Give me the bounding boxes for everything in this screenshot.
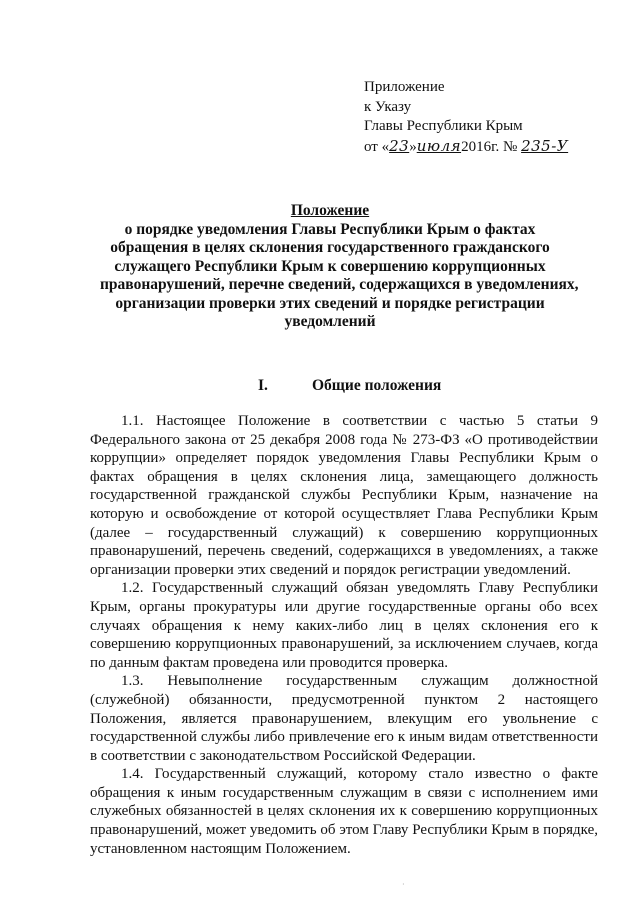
paragraph-1-2: 1.2. Государственный служащий обязан уведомлять Главу Республики Крым, органы прокуратуры или другие государственные органы обо всех случаях обращения к нему каких-либо лиц в целях склонения его к совершению коррупционных правонарушений, за исключением случаев, когда по данным фактам проведена или проводится проверка.	[90, 580, 598, 671]
paragraph-1-1: 1.1. Настоящее Положение в соответствии с частью 5 статьи 9 Федерального закона от 25 декабря 2008 года № 273-ФЗ «О противодействии коррупции» определяет порядок уведомления Главы Республики Крым о фактах обращения в целях склонения лица, замещающего должность государственной гражданской службы Республики Крым, назначение на которую и освобождение от которой осуществляет Глава Республики Крым (далее – государственный служащий) к совершению коррупционных правонарушений, перечень сведений, содержащихся в уведомлениях, а также организации проверки этих сведений и порядок регистрации уведомлений.	[90, 413, 598, 578]
title-line: уведомлений	[284, 313, 376, 330]
title-heading: Положение	[290, 202, 370, 219]
title-line: обращения в целях склонения государственного гражданского	[110, 239, 550, 256]
date-prefix: от «	[364, 138, 390, 155]
decree-number-handwritten: 235-У	[521, 136, 569, 155]
date-separator: »	[409, 138, 417, 155]
title-line: правонарушений, перечне сведений, содержащихся в уведомлениях,	[100, 276, 579, 293]
document-title	[100, 202, 579, 332]
annex-authority: Главы Республики Крым	[364, 118, 523, 134]
annex-header	[364, 78, 568, 157]
date-day-handwritten: 23	[389, 136, 410, 155]
title-line: организации проверки этих сведений и порядке регистрации	[115, 294, 545, 312]
title-line: служащего Республики Крым к совершению коррупционных	[114, 257, 546, 275]
page-mark: ·	[402, 880, 405, 889]
document-body	[90, 412, 598, 858]
annex-label: Приложение	[364, 79, 445, 95]
annex-date-line	[364, 137, 568, 158]
annex-decree-ref: к Указу	[364, 98, 412, 115]
title-line: о порядке уведомления Главы Республики Крым о фактах	[124, 220, 536, 238]
date-month-handwritten: июля	[416, 136, 462, 155]
section-heading	[258, 377, 441, 395]
date-year: 2016г. №	[461, 138, 522, 155]
paragraph-1-4: 1.4. Государственный служащий, которому стало известно о факте обращения к иным государственным служащим в связи с исполнением ими служебных обязанностей в целях склонения их к совершению коррупционных правонарушений, может уведомить об этом Главу Республики Крым в порядке, установленном настоящим Положением.	[90, 766, 598, 857]
paragraph-1-3: 1.3. Невыполнение государственным служащим должностной (служебной) обязанности, предусмотренной пунктом 2 настоящего Положения, является правонарушением, влекущим его увольнение с государственной службы либо привлечение его к иным видам ответственности в соответствии с законодательством Российской Федерации.	[90, 673, 598, 764]
section-number: I.	[258, 377, 268, 394]
section-title: Общие положения	[312, 377, 442, 394]
